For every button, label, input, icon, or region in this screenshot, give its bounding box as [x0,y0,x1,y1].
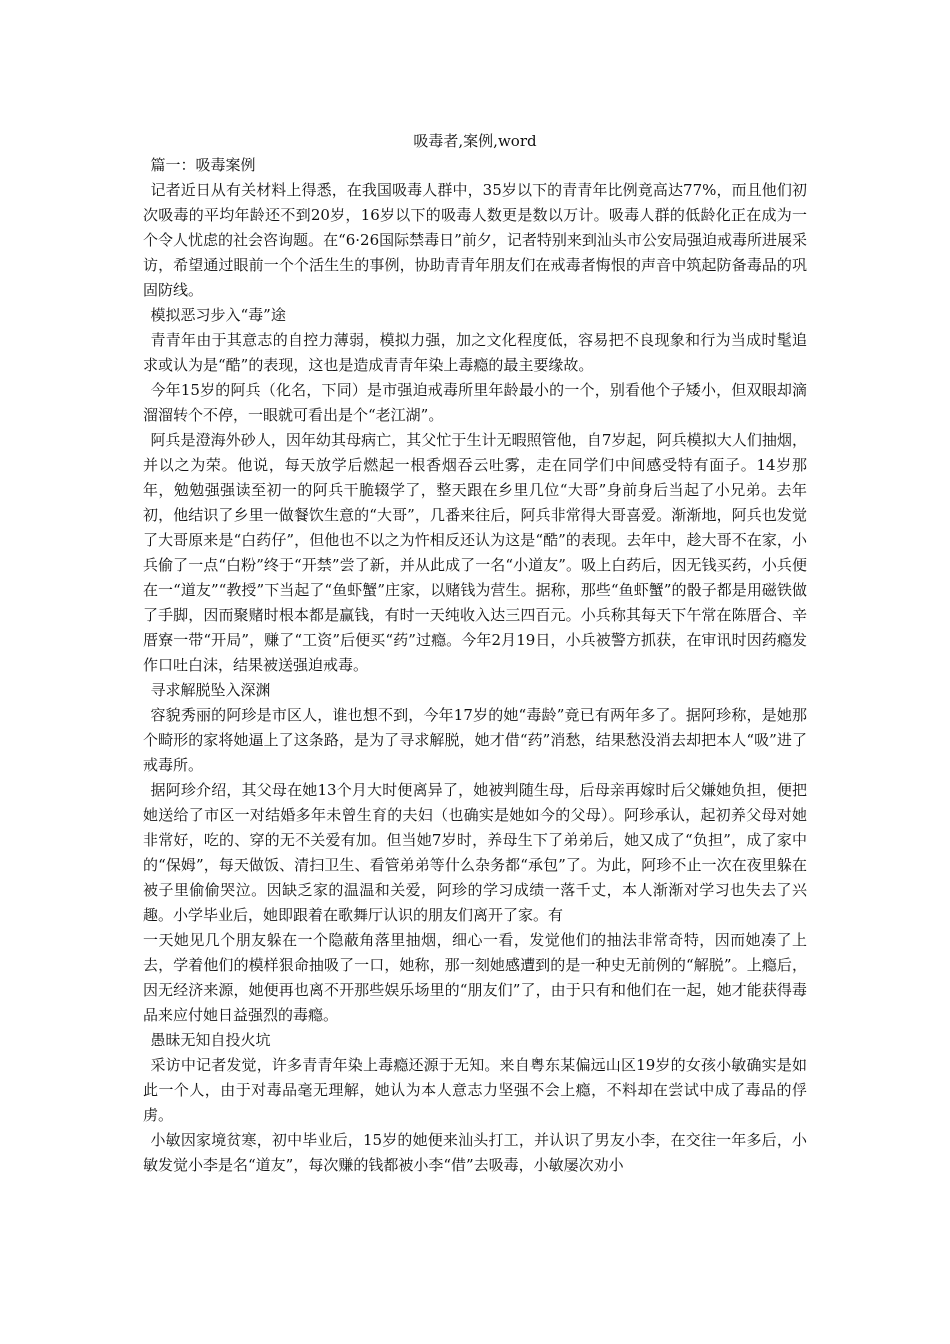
paragraph: 采访中记者发觉，许多青青年染上毒瘾还源于无知。来自粤东某偏远山区19岁的女孩小敏确实是如此一个人，由于对毒品毫无理解，她认为本人意志力坚强不会上瘾，不料却在尝试中成了毒品的俘虏。 [143,1056,807,1124]
paragraph: 容貌秀丽的阿珍是市区人，谁也想不到，今年17岁的她“毒龄”竟已有两年多了。据阿珍称，是她那个畸形的家将她逼上了这条路，是为了寻求解脱，她才借“药”消愁，结果愁没消去却把本人“吸”进了戒毒所。 [143,706,807,774]
section-heading: 模拟恶习步入“毒”途 [150,306,286,324]
paragraph: 小敏因家境贫寒，初中毕业后，15岁的她便来汕头打工，并认识了男友小李，在交往一年多后，小敏发觉小李是名“道友”，每次赚的钱都被小李“借”去吸毒，小敏屡次劝小 [143,1131,807,1174]
document-title: 吸毒者,案例,word [413,132,537,150]
document-page [143,130,807,1178]
paragraph: 一天她见几个朋友躲在一个隐蔽角落里抽烟，细心一看，发觉他们的抽法非常奇特，因而她凑了上去，学着他们的模样狠命抽吸了一口，她称，那一刻她感遭到的是一种史无前例的“解脱”。上瘾后，因无经济来源，她便再也离不开那些娱乐场里的“朋友们”了，由于只有和他们在一起，她才能获得毒品来应付她日益强烈的毒瘾。 [143,931,807,1024]
section-heading: 愚昧无知自投火坑 [150,1031,271,1049]
paragraph: 记者近日从有关材料上得悉，在我国吸毒人群中，35岁以下的青青年比例竟高达77%，而且他们初次吸毒的平均年龄还不到20岁，16岁以下的吸毒人数更是数以万计。吸毒人群的低龄化正在成为一个令人忧虑的社会咨询题。在“6·26国际禁毒日”前夕，记者特别来到汕头市公安局强迫戒毒所进展采访，希望通过眼前一个个活生生的事例，协助青青年朋友们在戒毒者悔恨的声音中筑起防备毒品的巩固防线。 [143,181,807,299]
paragraph: 阿兵是澄海外砂人，因年幼其母病亡，其父忙于生计无暇照管他，自7岁起，阿兵模拟大人们抽烟，并以之为荣。他说，每天放学后燃起一根香烟吞云吐雾，走在同学们中间感受特有面子。14岁那年，勉勉强强读至初一的阿兵干脆辍学了，整天跟在乡里几位“大哥”身前身后当起了小兄弟。去年初，他结识了乡里一做餐饮生意的“大哥”，几番来往后，阿兵非常得大哥喜爱。渐渐地，阿兵也发觉了大哥原来是“白药仔”，但他也不以之为忤相反还认为这是“酷”的表现。去年中，趁大哥不在家，小兵偷了一点“白粉”终于“开禁”尝了新，并从此成了一名“小道友”。吸上白药后，因无钱买药，小兵便在一“道友”“教授”下当起了“鱼虾蟹”庄家，以赌钱为营生。据称，那些“鱼虾蟹”的骰子都是用磁铁做了手脚，因而聚赌时根本都是赢钱，有时一天纯收入达三四百元。小兵称其每天下午常在陈厝合、辛厝寮一带“开局”，赚了“工资”后便买“药”过瘾。今年2月19日，小兵被警方抓获，在审讯时因药瘾发作口吐白沫，结果被送强迫戒毒。 [143,431,807,674]
document-body [143,153,807,1178]
section-heading: 寻求解脱坠入深渊 [150,681,271,699]
paragraph: 今年15岁的阿兵（化名，下同）是市强迫戒毒所里年龄最小的一个，别看他个子矮小，但双眼却滴溜溜转个不停，一眼就可看出是个“老江湖”。 [143,381,807,424]
paragraph: 青青年由于其意志的自控力薄弱，模拟力强，加之文化程度低，容易把不良现象和行为当成时髦追求或认为是“酷”的表现，这也是造成青青年染上毒瘾的最主要缘故。 [143,331,807,374]
paragraph: 据阿珍介绍，其父母在她13个月大时便离异了，她被判随生母，后母亲再嫁时后父嫌她负担，便把她送给了市区一对结婚多年未曾生育的夫妇（也确实是她如今的父母）。阿珍承认，起初养父母对她非常好，吃的、穿的无不关爱有加。但当她7岁时，养母生下了弟弟后，她又成了“负担”，成了家中的“保姆”，每天做饭、清扫卫生、看管弟弟等什么杂务都“承包”了。为此，阿珍不止一次在夜里躲在被子里偷偷哭泣。因缺乏家的温温和关爱，阿珍的学习成绩一落千丈，本人渐渐对学习也失去了兴趣。小学毕业后，她即跟着在歌舞厅认识的朋友们离开了家。有 [143,781,807,924]
section-heading: 篇一：吸毒案例 [150,156,256,174]
